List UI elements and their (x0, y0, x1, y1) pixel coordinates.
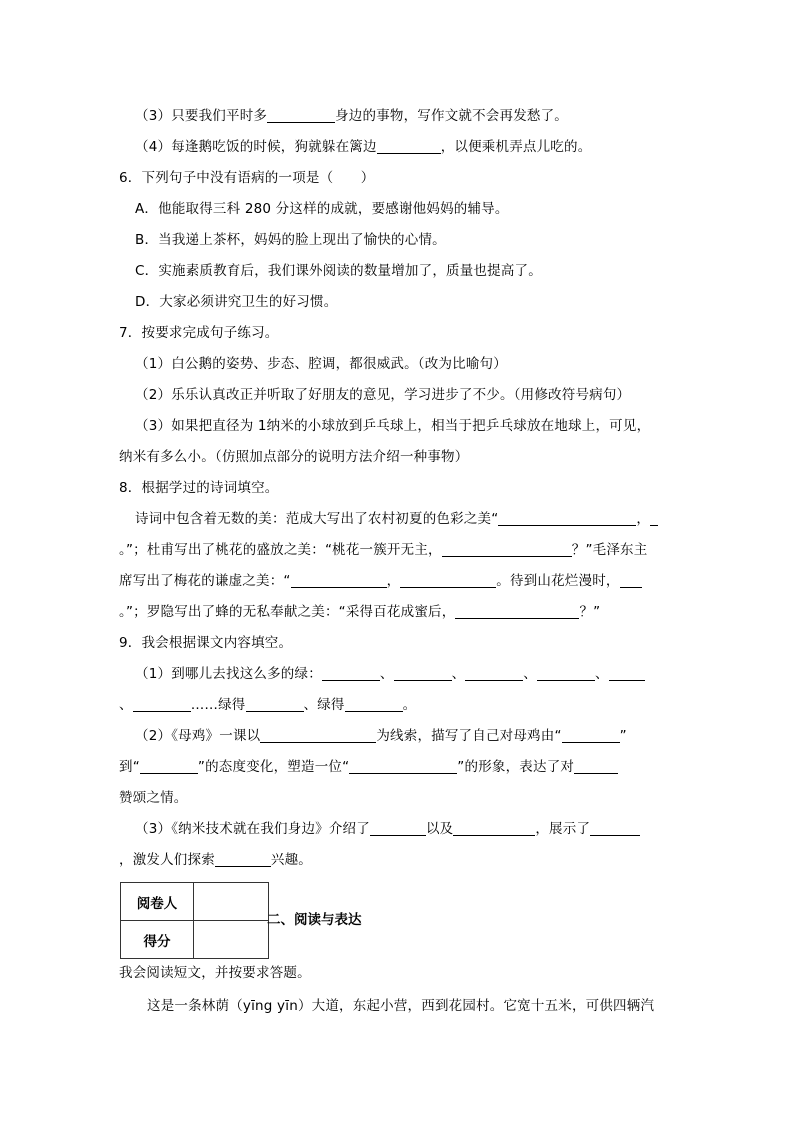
passage-text: 这是一条林荫（yīng yīn）大道，东起小营，西到花园村。它宽十五米，可供四辆汽 (147, 998, 655, 1014)
answer-blank[interactable] (140, 759, 198, 774)
q9-item2-end: 赞颂之情。 (119, 790, 188, 806)
answer-blank[interactable] (498, 511, 636, 526)
answer-blank[interactable] (349, 759, 457, 774)
answer-blank[interactable] (246, 697, 304, 712)
q9-item3: （3）《纳米技术就在我们身边》介绍了 以及 ，展示了 (119, 814, 675, 845)
q8-line1: 诗词中包含着无数的美：范成大写出了农村初夏的色彩之美“ ， (119, 504, 675, 535)
answer-blank[interactable] (322, 666, 380, 681)
score-label: 得分 (121, 921, 194, 959)
score-block (119, 882, 675, 958)
answer-blank[interactable] (453, 821, 535, 836)
answer-blank[interactable] (394, 666, 452, 681)
q8-stem: 8．根据学过的诗词填空。 (119, 480, 279, 496)
answer-blank[interactable] (260, 728, 376, 743)
q7-stem: 7．按要求完成句子练习。 (119, 325, 279, 341)
answer-blank[interactable] (562, 728, 620, 743)
q7-item1: （1）白公鹅的姿势、步态、腔调，都很威武。（改为比喻句） (135, 356, 507, 372)
q7-item3-cont: 纳米有多么小。（仿照加点部分的说明方法介绍一种事物） (119, 449, 469, 465)
q5-item4: （4）每逢鹅吃饭的时候，狗就躲在篱边 ，以便乘机弄点儿吃的。 (135, 139, 592, 155)
q6-option-c: C．实施素质教育后，我们课外阅读的数量增加了，质量也提高了。 (135, 263, 542, 279)
q7-item3: （3）如果把直径为 1纳米的小球放到乒乓球上，相当于把乒乓球放在地球上，可见， (135, 418, 651, 434)
q8-line2: 。”；杜甫写出了桃花的盛放之美：“桃花一簇开无主， ？”毛泽东主 (119, 542, 648, 558)
answer-blank[interactable] (345, 697, 403, 712)
q6-option-d: D．大家必须讲究卫生的好习惯。 (135, 294, 338, 310)
answer-blank[interactable] (370, 821, 426, 836)
answer-blank[interactable] (442, 542, 572, 557)
q6-stem: 6．下列句子中没有语病的一项是（ ） (119, 170, 375, 186)
section-title: 二、阅读与表达 (267, 912, 362, 928)
q9-item3-cont: ，激发人们探索 兴趣。 (119, 852, 313, 868)
answer-blank[interactable] (133, 697, 191, 712)
q5-item3: （3）只要我们平时多 身边的事物，写作文就不会再发愁了。 (135, 108, 568, 124)
score-cell[interactable] (194, 921, 269, 959)
reviewer-cell[interactable] (194, 883, 269, 921)
q9-item2-cont: 到“ ”的态度变化，塑造一位“ ”的形象，表达了对 (119, 752, 675, 783)
answer-blank[interactable] (215, 852, 271, 867)
score-table (120, 882, 269, 959)
q9-stem: 9．我会根据课文内容填空。 (119, 635, 293, 651)
answer-blank[interactable] (574, 759, 618, 774)
q9-item2: （2）《母鸡》一课以 为线索，描写了自己对母鸡由“ ” (135, 728, 627, 744)
q9-item1-cont: 、 ……绿得 、绿得 。 (119, 697, 417, 713)
answer-blank[interactable] (650, 511, 658, 526)
q6-option-b: B．当我递上茶杯，妈妈的脸上现出了愉快的心情。 (135, 232, 446, 248)
answer-blank[interactable] (620, 573, 642, 588)
answer-blank[interactable] (455, 604, 579, 619)
q6-option-a: A．他能取得三科 280 分这样的成就，要感谢他妈妈的辅导。 (135, 201, 509, 217)
answer-blank[interactable] (609, 666, 645, 681)
q9-item1: （1）到哪儿去找这么多的绿： 、 、 、 、 (119, 659, 675, 690)
answer-blank[interactable] (465, 666, 523, 681)
section-instruction: 我会阅读短文，并按要求答题。 (119, 965, 311, 981)
answer-blank[interactable] (400, 573, 496, 588)
answer-blank[interactable] (267, 108, 335, 123)
answer-blank[interactable] (537, 666, 595, 681)
answer-blank[interactable] (590, 821, 640, 836)
q7-item2: （2）乐乐认真改正并听取了好朋友的意见，学习进步了不少。（用修改符号病句） (135, 387, 631, 403)
answer-blank[interactable] (377, 139, 441, 154)
answer-blank[interactable] (291, 573, 387, 588)
exam-page (119, 101, 675, 1022)
q8-line4: 。”；罗隐写出了蜂的无私奉献之美：“采得百花成蜜后， ？” (119, 604, 601, 620)
q8-line3: 席写出了梅花的谦虚之美：“ ， 。待到山花烂漫时， (119, 566, 675, 597)
reviewer-label: 阅卷人 (121, 883, 194, 921)
